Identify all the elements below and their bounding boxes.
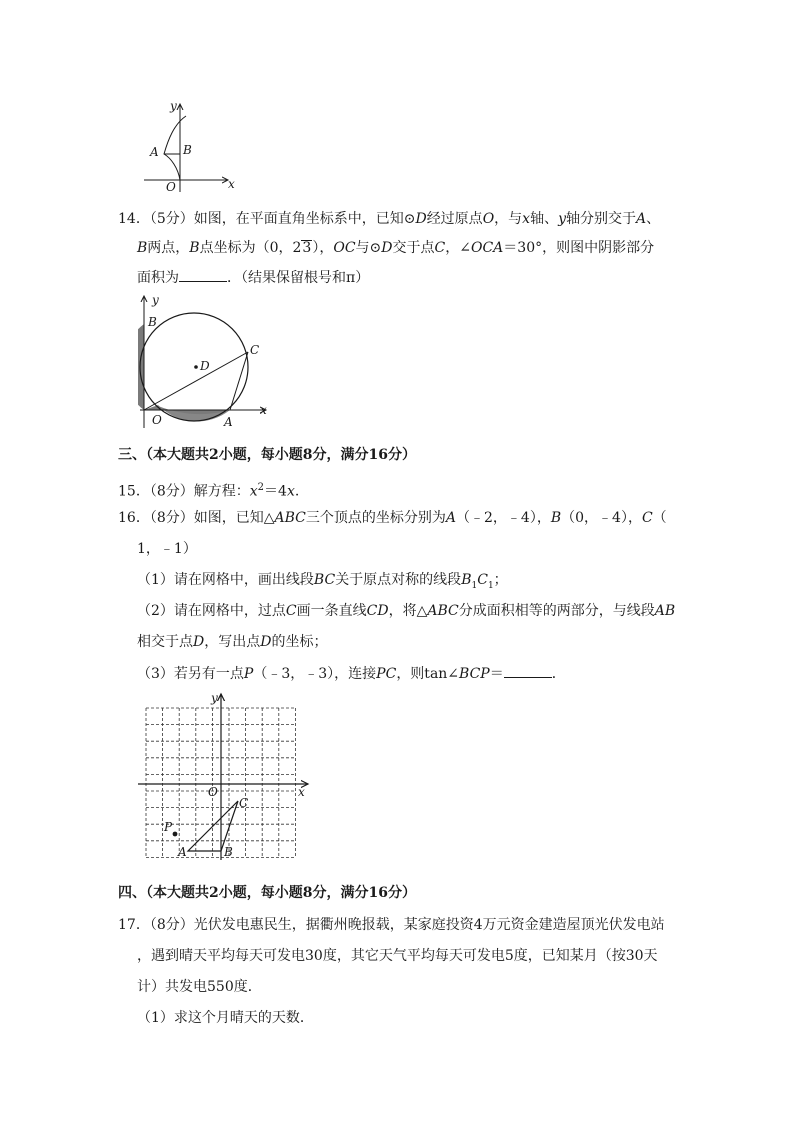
label-a: A [150,145,159,159]
label-y: y [211,691,218,705]
label-x: x [298,785,305,799]
label-p: P [164,820,173,834]
answer-blank [179,267,227,282]
label-o: O [166,180,176,194]
label-o: O [152,413,162,427]
q13-figure [140,96,240,196]
label-y: y [152,293,159,307]
label-a: A [178,845,187,859]
q16-part-2: （2）请在网格中，过点C画一条直线CD，将△ABC分成面积相等的两部分，与线段AB [137,603,676,619]
label-c: C [250,343,260,357]
point-p [173,832,178,837]
label-x: x [228,177,235,191]
label-o: O [208,785,218,799]
q16-line-1: 16．（8分）如图，已知△ABC三个顶点的坐标分别为A（﹣2，﹣4），B（0，﹣4），C（ [118,510,667,526]
center-dot [194,365,198,369]
q17-line-1: 17．（8分）光伏发电惠民生，据衢州晚报载，某家庭投资4万元资金建造屋顶光伏发电站 [118,917,665,933]
q17-line-2: ，遇到晴天平均每天可发电30度，其它天气平均每天可发电5度，已知某月（按30天 [137,948,658,964]
label-y: y [170,99,177,113]
label-a: A [224,415,233,429]
q14-line-1: 14．（5分）如图，在平面直角坐标系中，已知⊙D经过原点O，与x轴、y轴分别交于A、 [118,211,661,227]
q17-part-1: （1）求这个月晴天的天数． [137,1010,314,1026]
label-x: x [260,403,267,417]
q16-line-2: 1，﹣1） [137,541,197,557]
label-b: B [148,315,157,329]
q17-line-3: 计）共发电550度． [137,979,262,995]
label-b: B [183,143,192,157]
q14-line-2: B两点，B点坐标为（0，23），OC与⊙D交于点C，∠OCA＝30°，则图中阴影部分 [137,240,655,256]
section-3-heading: 三、（本大题共2小题，每小题8分，满分16分） [118,447,416,463]
answer-blank [504,663,552,678]
q16-part-2-cont: 相交于点D，写出点D的坐标； [137,634,328,650]
label-d: D [200,359,210,373]
label-b: B [224,845,233,859]
q16-grid-figure [136,690,312,862]
q16-part-3: （3）若另有一点P（﹣3，﹣3），连接PC，则tan∠BCP＝ ． [137,663,566,684]
q16-part-1: （1）请在网格中，画出线段BC关于原点对称的线段$B_1C_1$； [137,572,508,591]
section-4-heading: 四、（本大题共2小题，每小题8分，满分16分） [118,885,416,901]
q14-figure [138,292,272,430]
q15-line: 15．（8分）解方程：$x^2=4x$. [118,482,300,500]
q14-line-3: 面积为 ．（结果保留根号和π） [137,267,369,288]
shaded-left [138,324,144,410]
label-c: C [239,796,249,810]
sqrt: 3 [302,240,312,256]
